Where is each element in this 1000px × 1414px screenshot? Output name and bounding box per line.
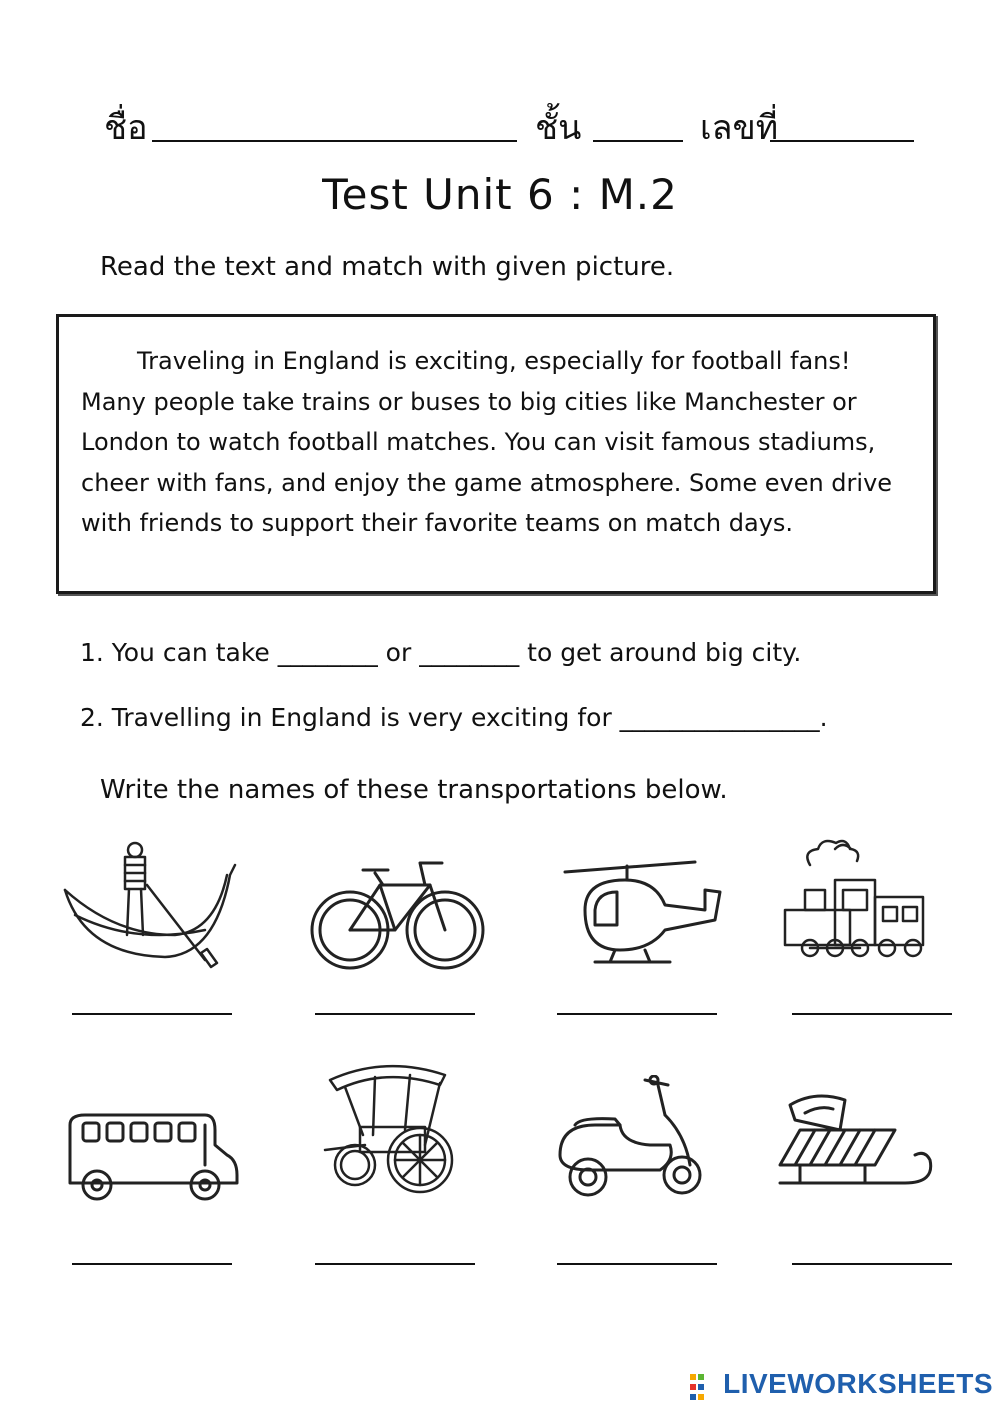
gondola-icon [55,835,245,985]
number-field[interactable] [770,140,914,142]
instruction-read: Read the text and match with given picture. [100,252,675,282]
bus-icon [55,1105,245,1255]
answer-field-6[interactable] [315,1263,475,1265]
brand-name: LIVEWORKSHEETS [723,1368,994,1399]
answer-field-8[interactable] [792,1263,952,1265]
answer-field-4[interactable] [792,1013,952,1015]
train-icon [775,835,965,985]
number-label: เลขที่ [700,108,779,148]
helicopter-icon [555,850,745,1000]
liveworksheets-logo-icon [690,1374,712,1404]
bicycle-icon [305,845,495,995]
instruction-write: Write the names of these transportations below. [100,775,728,805]
liveworksheets-brand[interactable] [690,1368,993,1404]
class-label: ชั้น [535,108,582,148]
answer-field-2[interactable] [315,1013,475,1015]
sled-icon [775,1085,965,1235]
scooter-icon [550,1075,740,1225]
reading-passage-box [56,314,936,594]
question-2[interactable]: 2. Travelling in England is very exciting for ________________. [80,703,828,732]
page-title: Test Unit 6 : M.2 [322,170,678,219]
name-label: ชื่อ [104,108,148,148]
answer-field-1[interactable] [72,1013,232,1015]
name-field[interactable] [152,140,517,142]
rickshaw-icon [315,1055,505,1205]
answer-field-3[interactable] [557,1013,717,1015]
question-1[interactable]: 1. You can take ________ or ________ to get around big city. [80,638,802,667]
answer-field-5[interactable] [72,1263,232,1265]
reading-passage: Traveling in England is exciting, especially for football fans! Many people take trains or buses to big cities like Manchester or London to watch football matches. You can visit famous stadiums, cheer with fans, and enjoy the game atmosphere. Some even drive with friends to support their favorite teams on match days. [81,347,893,537]
class-field[interactable] [593,140,683,142]
answer-field-7[interactable] [557,1263,717,1265]
